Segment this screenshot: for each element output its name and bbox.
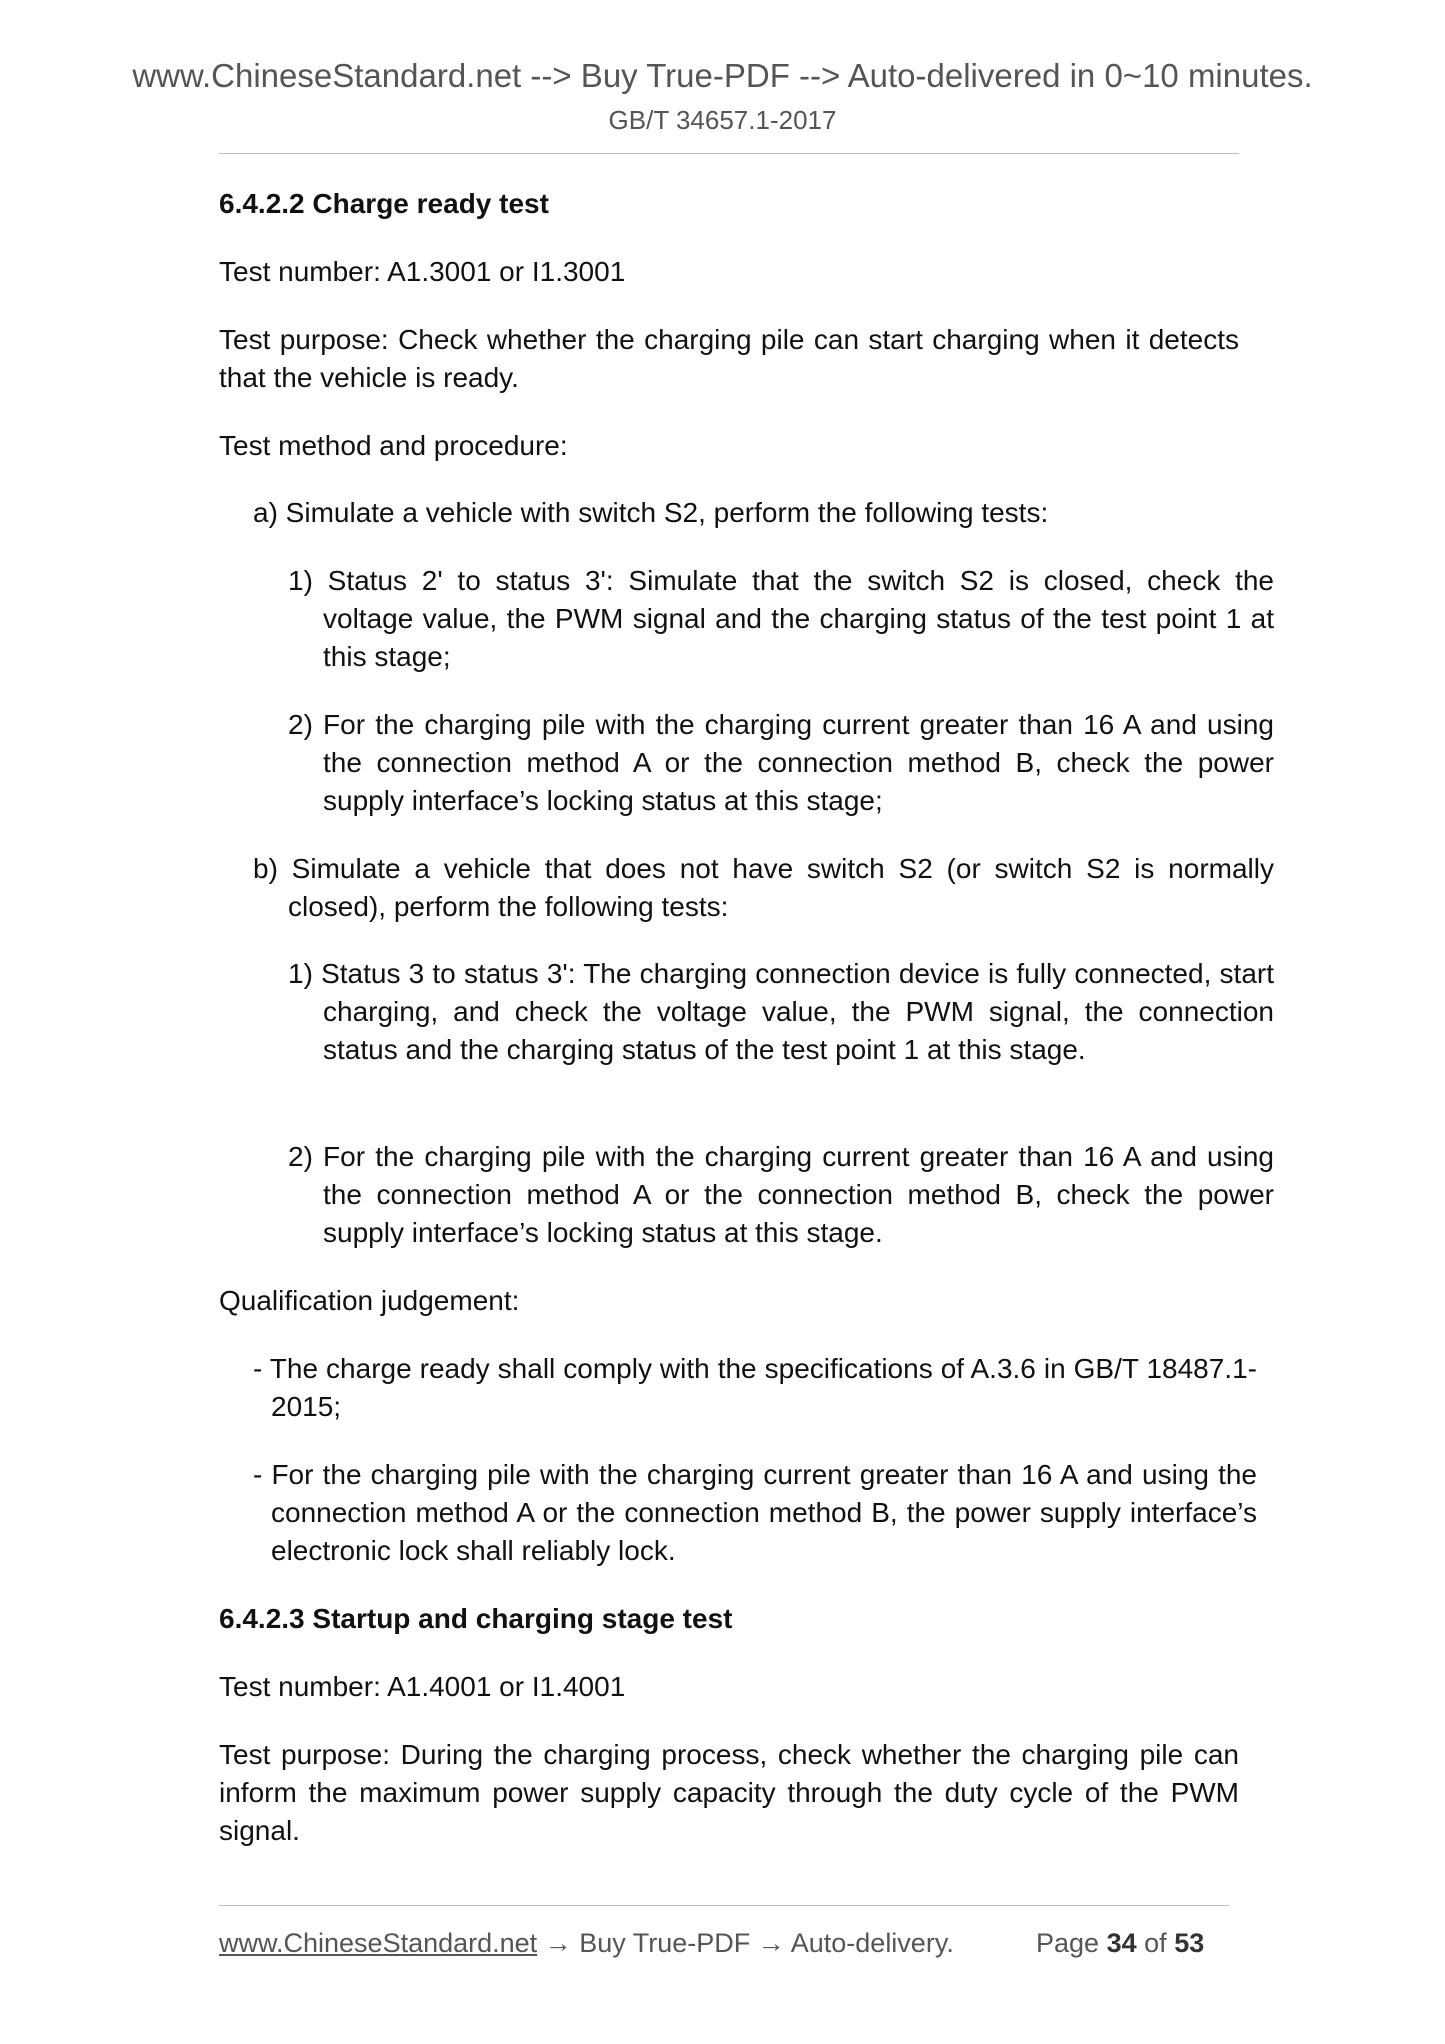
- test-method-label: Test method and procedure:: [219, 430, 568, 461]
- standard-number: GB/T 34657.1-2017: [608, 105, 837, 135]
- footer-divider: [219, 1905, 1229, 1906]
- step-b-2: 2) For the charging pile with the charging current greater than 16 A and using the connection method A or the connection method B, check the power supply interface’s locking status at this stage.: [288, 1141, 1274, 1248]
- test-number-1: Test number: A1.3001 or I1.3001: [219, 256, 626, 287]
- qualification-item-1: - The charge ready shall comply with the specifications of A.3.6 in GB/T 18487.1-2015;: [253, 1353, 1257, 1422]
- step-a-1: 1) Status 2' to status 3': Simulate that the switch S2 is closed, check the voltage value, the PWM signal and the charging status of the test point 1 at this stage;: [288, 565, 1274, 672]
- test-number-2: Test number: A1.4001 or I1.4001: [219, 1671, 626, 1702]
- of-word: of: [1144, 1928, 1167, 1958]
- footer-tagline: → Buy True-PDF → Auto-delivery.: [537, 1928, 954, 1958]
- test-purpose-1: Test purpose: Check whether the charging pile can start charging when it detects that the vehicle is ready.: [219, 324, 1239, 393]
- step-a-intro: a) Simulate a vehicle with switch S2, perform the following tests:: [253, 497, 1049, 528]
- test-purpose-2: Test purpose: During the charging process, check whether the charging pile can inform the maximum power supply capacity through the duty cycle of the PWM signal.: [219, 1739, 1239, 1846]
- step-a-2: 2) For the charging pile with the charging current greater than 16 A and using the connection method A or the connection method B, check the power supply interface’s locking status at this stage;: [288, 709, 1274, 816]
- footer-left: [219, 1926, 954, 1960]
- header-divider: [219, 153, 1239, 154]
- qualification-item-2: - For the charging pile with the charging current greater than 16 A and using the connection method A or the connection method B, the power supply interface’s electronic lock shall reliably lock.: [253, 1459, 1257, 1566]
- section-heading-6-4-2-3: 6.4.2.3 Startup and charging stage test: [219, 1603, 733, 1634]
- footer-site-link[interactable]: www.ChineseStandard.net: [219, 1928, 538, 1958]
- page-total: 53: [1174, 1928, 1205, 1958]
- qualification-label: Qualification judgement:: [219, 1285, 520, 1316]
- header-banner: www.ChineseStandard.net --> Buy True-PDF --> Auto-delivered in 0~10 minutes.: [132, 57, 1313, 94]
- page-number: 34: [1106, 1928, 1137, 1958]
- step-b-intro: b) Simulate a vehicle that does not have switch S2 (or switch S2 is normally closed), perform the following tests:: [253, 853, 1274, 922]
- page-word: Page: [1036, 1928, 1100, 1958]
- page-indicator: [1036, 1926, 1204, 1960]
- step-b-1: 1) Status 3 to status 3': The charging connection device is fully connected, start charging, and check the voltage value, the PWM signal, the connection status and the charging status of the test point 1 at this stage.: [288, 958, 1274, 1065]
- section-heading-6-4-2-2: 6.4.2.2 Charge ready test: [219, 188, 549, 219]
